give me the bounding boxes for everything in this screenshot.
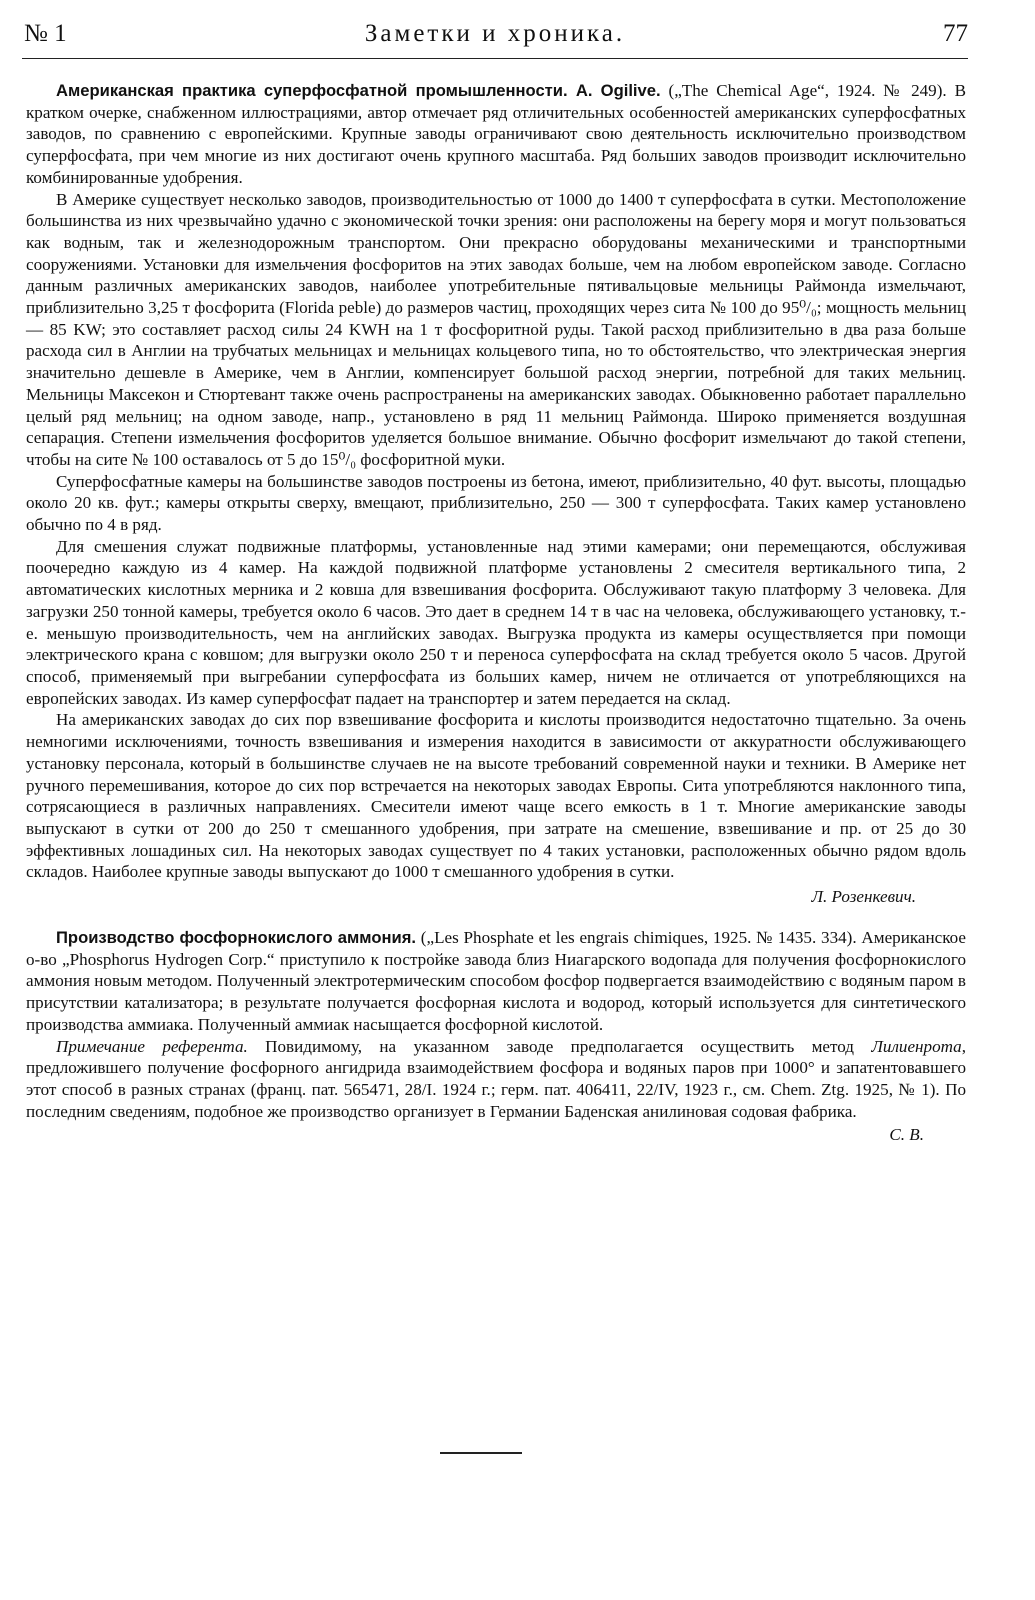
article2-signature: С. В. <box>889 1125 924 1145</box>
article1-intro-text: („The Chemical Age“, 1924. № 249). В кратком очерке, снабженном иллюстрациями, автор отмечает ряд отличительных особенностей американских суперфосфатных заводов, по сравнению с европейскими. Крупные заводы ограничивают свою деятельность исключительно производством суперфосфата, при чем многие из них достигают очень крупного масштаба. Ряд больших заводов производит исключительно комбинированные удобрения. <box>26 81 966 187</box>
journal-page <box>22 0 968 1600</box>
referee-note <box>26 1036 966 1123</box>
article1-paragraph: На американских заводах до сих пор взвешивание фосфорита и кислоты производится недостаточно тщательно. За очень немногими исключениями, точность взвешивания и измерения находится в зависимости от аккуратности обслуживающего установку персонала, который в большинстве случаев не на высоте требований современной науки и техники. В Америке нет ручного перемешивания, которое до сих пор встречается на некоторых заводах Европы. Сита употребляются наклонного типа, сотрясающиеся в различных направлениях. Смесители имеют чаще всего емкость в 1 т. Многие американские заводы выпускают в сутки от 200 до 250 т смешанного удобрения, при затрате на смешение, взвешивание и пр. от 25 до 30 эффективных лошадиных сил. На некоторых заводах существует по 4 таких установки, расположенных обычно рядом вдоль складов. Наиболее крупные заводы выпускают до 1000 т смешанного удобрения в сутки. <box>26 710 966 882</box>
page-number: 77 <box>943 20 968 47</box>
end-rule <box>440 1452 522 1454</box>
article2-body-text: („Les Phosphate et les engrais chimiques, 1925. № 1435. 334). Американское о-во „Phosphorus Hydrogen Corp.“ приступило к постройке завода близ Ниагарского водопада для получения фосфорнокислого аммония новым методом. Полученный электротермическим способом фосфор подвергается взаимодействию с водяным паром в присутствии катализатора; в результате получается фосфорная кислота и водород, который используется для синтетического производства аммиака. Полученный аммиак насыщается фосфорной кислотой. <box>26 928 967 1034</box>
article2-title: Производство фосфорнокислого аммония. <box>56 928 416 948</box>
article1-paragraph: В Америке существует несколько заводов, производительностью от 1000 до 1400 т суперфосфата в сутки. Местоположение большинства из них чрезвычайно удачно с экономической точки зрения: они расположены на берегу моря и могут пользоваться как водным, так и железнодорожным транспортом. Они прекрасно оборудованы механическими и транспортными сооружениями. Установки для измельчения фосфоритов на этих заводах больше, чем на любом европейском заводе. Согласно данным различных американских заводов, наиболее употребительные пятивальцовые мельницы Раймонда измельчают, приблизительно 3,25 т фосфорита (Florida peble) до размеров частиц, проходящих через сита № 100 до 95⁰/₀; мощность мельниц — 85 KW; это составляет расход силы 24 KWH на 1 т фосфоритной руды. Такой расход приблизительно в два раза больше расхода сил в Англии на трубчатых мельницах и мельницах кольцевого типа, но то обстоятельство, что электрическая энергия значительно дешевле в Америке, чем в Англии, компенсирует большой расход энергии, потребной для таких мельниц. Мельницы Максекон и Стюртевант также очень распространены на американских заводах. Обыкновенно работает параллельно целый ряд мельниц; на одном заводе, напр., установлено в ряд 11 мельниц Раймонда. Широко применяется воздушная сепарация. Степени измельчения фосфоритов уделяется большое внимание. Обычно фосфорит измельчают до такой степени, чтобы на сите № 100 оставалось от 5 до 15⁰/₀ фосфоритной муки. <box>26 189 966 469</box>
article-body <box>26 80 966 1148</box>
article1-paragraph: Суперфосфатные камеры на большинстве заводов построены из бетона, имеют, приблизительно, 40 фут. высоты, площадью около 20 кв. фут.; камеры открыты сверху, вмещают, приблизительно, 250 — 300 т суперфосфата. Таких камер установлено обычно по 4 в ряд. <box>26 471 966 535</box>
running-head <box>22 14 968 54</box>
article1-intro <box>26 80 966 189</box>
referee-note-name: Лилиенрота <box>871 1036 962 1056</box>
issue-number: № 1 <box>24 20 67 47</box>
referee-note-text-2: , предложившего получение фосфорного ангидрида взаимодействием фосфора и водяных паров при 1000° и запатентовавшего этот способ в разных странах (франц. пат. 565471, 28/I. 1924 г.; герм. пат. 406411, 22/IV, 1923 г., см. Chem. Ztg. 1925, № 1). По последним сведениям, подобное же производство организует в Германии Баденская анилиновая содовая фабрика. <box>26 1036 967 1121</box>
referee-note-text: Повидимому, на указанном заводе предполагается осуществить метод <box>247 1036 872 1056</box>
article-gap <box>26 915 966 927</box>
header-rule <box>22 58 968 59</box>
article1-paragraph: Для смешения служат подвижные платформы, установленные над этими камерами; они перемещаются, обслуживая поочередно каждую из 4 камер. На каждой подвижной платформе установлены 2 смесителя вертикального типа, 2 автоматических кислотных мерника и 2 ковша для взвешивания фосфорита. Обслуживают такую платформу 3 человека. Для загрузки 250 тонной камеры, требуется около 6 часов. Это дает в среднем 14 т в час на человека, обслуживающего установку, т.-е. меньшую производительность, чем на английских заводах. Выгрузка продукта из камеры осуществляется при помощи электрического крана с ковшом; для выгрузки около 250 т и переноса суперфосфата на склад требуется около 5 часов. Другой способ, применяемый при выгребании суперфосфата из больших камер, ничем не отличается от употребляющихся на европейских заводах. Из камер суперфосфат падает на транспортер и затем передается на склад. <box>26 536 966 708</box>
referee-note-label: Примечание референта. <box>56 1036 248 1056</box>
article1-signature: Л. Розенкевич. <box>811 887 916 907</box>
section-title: Заметки и хроника. <box>364 20 626 47</box>
article1-title: Американская практика суперфосфатной промышленности. A. Ogilive. <box>56 81 661 100</box>
article2-intro <box>26 927 966 1036</box>
